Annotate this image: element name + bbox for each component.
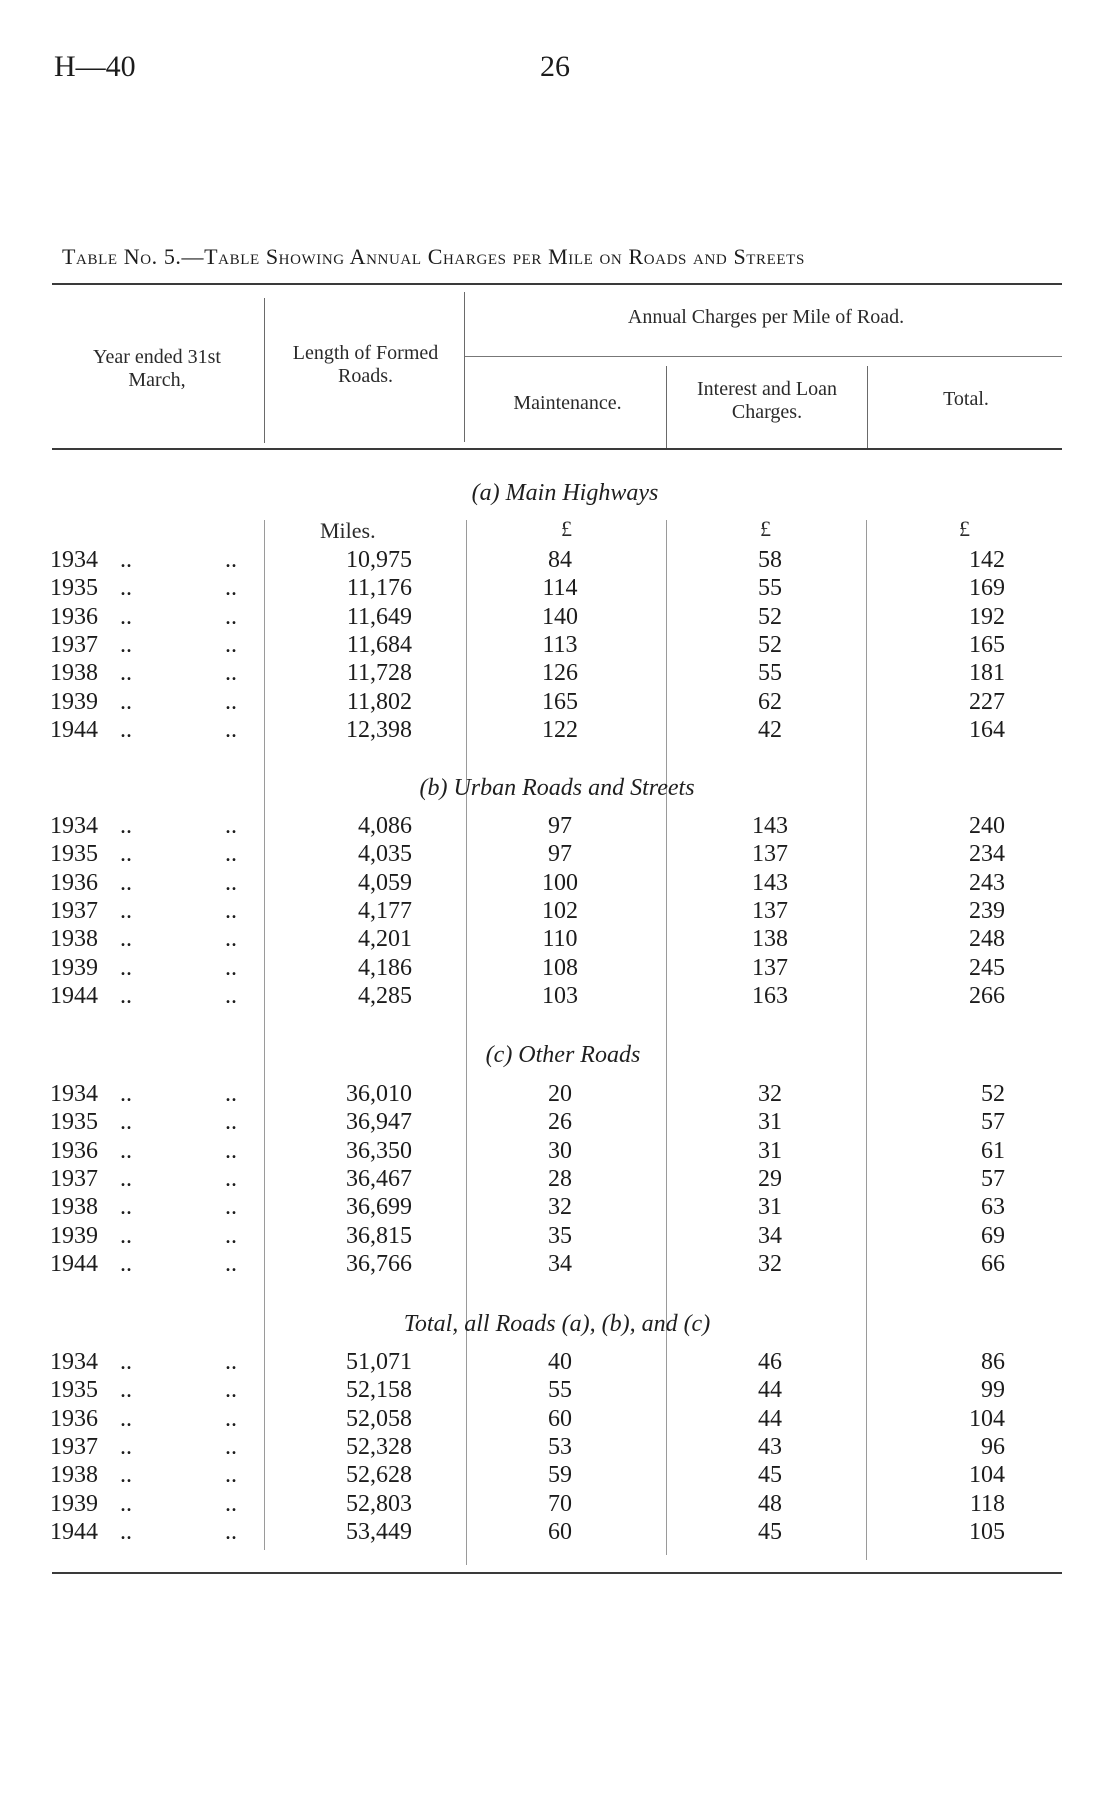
maintenance-cell: 114 [542, 575, 578, 602]
leader-dots: .. [120, 1137, 132, 1164]
year-cell: 1936 [50, 1405, 98, 1432]
total-cell: 164 [969, 716, 1005, 743]
interest-cell: 138 [752, 926, 788, 953]
total-cell: 96 [981, 1433, 1005, 1460]
interest-cell: 58 [758, 547, 782, 573]
leader-dots: .. [120, 603, 132, 630]
year-cell: 1935 [50, 841, 98, 868]
year-cell: 1939 [50, 688, 98, 715]
table-bottom-rule [52, 1572, 1062, 1574]
length-cell: 4,201 [358, 926, 412, 953]
interest-cell: 31 [758, 1137, 782, 1164]
leader-dots: .. [120, 1165, 132, 1192]
column-header-total: Total. [943, 388, 989, 410]
total-cell: 181 [969, 660, 1005, 687]
total-cell: 169 [969, 575, 1005, 602]
header-bottom-rule [52, 448, 1062, 450]
interest-cell: 137 [752, 954, 788, 981]
leader-dots: .. [120, 1194, 132, 1221]
maintenance-cell: 110 [542, 926, 578, 953]
total-cell: 234 [969, 841, 1005, 868]
header-group-rule [465, 356, 1062, 357]
year-cell: 1935 [50, 575, 98, 602]
table-row [0, 1223, 1114, 1251]
maintenance-cell: 34 [548, 1250, 572, 1277]
units-length: Miles. [320, 518, 376, 543]
table-row [0, 1349, 1114, 1377]
interest-cell: 52 [758, 631, 782, 658]
leader-dots: .. [120, 1377, 132, 1404]
header-divider-maint-interest [666, 366, 667, 448]
length-cell: 4,086 [358, 813, 412, 839]
leader-dots: .. [120, 813, 132, 839]
total-cell: 57 [981, 1109, 1005, 1136]
table-row [0, 660, 1114, 688]
leader-dots: .. [225, 1137, 237, 1164]
year-cell: 1936 [50, 869, 98, 896]
year-cell: 1936 [50, 603, 98, 630]
total-cell: 245 [969, 954, 1005, 981]
leader-dots: .. [225, 1518, 237, 1545]
year-cell: 1937 [50, 897, 98, 924]
interest-cell: 42 [758, 716, 782, 743]
length-cell: 36,815 [346, 1222, 412, 1249]
table-row [0, 1138, 1114, 1166]
table-row [0, 632, 1114, 660]
total-cell: 69 [981, 1222, 1005, 1249]
column-header-year: Year ended 31st March, [93, 346, 221, 391]
leader-dots: .. [225, 575, 237, 602]
total-cell: 243 [969, 869, 1005, 896]
maintenance-cell: 20 [548, 1081, 572, 1107]
year-cell: 1944 [50, 1518, 98, 1545]
leader-dots: .. [120, 1518, 132, 1545]
maintenance-cell: 60 [548, 1405, 572, 1432]
leader-dots: .. [225, 1194, 237, 1221]
table-row [0, 1462, 1114, 1490]
leader-dots: .. [120, 1222, 132, 1249]
total-cell: 239 [969, 897, 1005, 924]
maintenance-cell: 140 [542, 603, 578, 630]
table-row [0, 1194, 1114, 1222]
column-header-interest: Interest and Loan Charges. [697, 378, 837, 423]
header-divider-year-length [264, 298, 265, 443]
total-cell: 61 [981, 1137, 1005, 1164]
table-row [0, 1519, 1114, 1547]
table-row [0, 1434, 1114, 1462]
leader-dots: .. [120, 926, 132, 953]
year-cell: 1935 [50, 1109, 98, 1136]
length-cell: 36,010 [346, 1081, 412, 1107]
leader-dots: .. [225, 631, 237, 658]
leader-dots: .. [120, 841, 132, 868]
document-code: H—40 [54, 50, 136, 83]
leader-dots: .. [120, 1405, 132, 1432]
table-row [0, 926, 1114, 954]
maintenance-cell: 84 [548, 547, 572, 573]
table-row [0, 983, 1114, 1011]
total-cell: 142 [969, 547, 1005, 573]
length-cell: 11,728 [346, 660, 412, 687]
length-cell: 36,350 [346, 1137, 412, 1164]
section-title-urban-roads: (b) Urban Roads and Streets [419, 775, 695, 801]
interest-cell: 46 [758, 1349, 782, 1375]
table-row [0, 898, 1114, 926]
year-cell: 1938 [50, 660, 98, 687]
year-cell: 1944 [50, 1250, 98, 1277]
total-cell: 266 [969, 982, 1005, 1009]
leader-dots: .. [120, 660, 132, 687]
leader-dots: .. [120, 1462, 132, 1489]
leader-dots: .. [120, 869, 132, 896]
leader-dots: .. [225, 1462, 237, 1489]
maintenance-cell: 59 [548, 1462, 572, 1489]
length-cell: 4,035 [358, 841, 412, 868]
interest-cell: 32 [758, 1250, 782, 1277]
interest-cell: 143 [752, 813, 788, 839]
total-cell: 240 [969, 813, 1005, 839]
year-cell: 1936 [50, 1137, 98, 1164]
maintenance-cell: 28 [548, 1165, 572, 1192]
column-header-length: Length of Formed Roads. [292, 342, 439, 387]
year-cell: 1937 [50, 1165, 98, 1192]
leader-dots: .. [120, 688, 132, 715]
leader-dots: .. [225, 813, 237, 839]
maintenance-cell: 126 [542, 660, 578, 687]
total-cell: 118 [969, 1490, 1005, 1517]
units-interest: £ [760, 516, 771, 541]
table-row [0, 841, 1114, 869]
maintenance-cell: 26 [548, 1109, 572, 1136]
maintenance-cell: 97 [548, 841, 572, 868]
leader-dots: .. [120, 631, 132, 658]
page-number: 26 [540, 50, 570, 83]
leader-dots: .. [120, 1490, 132, 1517]
leader-dots: .. [120, 547, 132, 573]
interest-cell: 45 [758, 1462, 782, 1489]
total-cell: 192 [969, 603, 1005, 630]
leader-dots: .. [225, 1109, 237, 1136]
total-cell: 227 [969, 688, 1005, 715]
length-cell: 53,449 [346, 1518, 412, 1545]
leader-dots: .. [225, 1250, 237, 1277]
interest-cell: 163 [752, 982, 788, 1009]
length-cell: 52,158 [346, 1377, 412, 1404]
year-cell: 1944 [50, 982, 98, 1009]
section-title-total-all-roads: Total, all Roads (a), (b), and (c) [403, 1311, 711, 1337]
total-cell: 86 [981, 1349, 1005, 1375]
leader-dots: .. [225, 716, 237, 743]
interest-cell: 137 [752, 897, 788, 924]
year-cell: 1934 [50, 1081, 98, 1107]
maintenance-cell: 165 [542, 688, 578, 715]
interest-cell: 137 [752, 841, 788, 868]
maintenance-cell: 70 [548, 1490, 572, 1517]
leader-dots: .. [225, 547, 237, 573]
total-cell: 104 [969, 1405, 1005, 1432]
maintenance-cell: 108 [542, 954, 578, 981]
table-row [0, 1406, 1114, 1434]
leader-dots: .. [120, 716, 132, 743]
leader-dots: .. [225, 1222, 237, 1249]
length-cell: 4,177 [358, 897, 412, 924]
maintenance-cell: 40 [548, 1349, 572, 1375]
column-header-maintenance: Maintenance. [513, 392, 622, 414]
table-row [0, 1081, 1114, 1109]
total-cell: 52 [981, 1081, 1005, 1107]
year-cell: 1938 [50, 1194, 98, 1221]
length-cell: 4,186 [358, 954, 412, 981]
interest-cell: 44 [758, 1405, 782, 1432]
year-cell: 1934 [50, 813, 98, 839]
column-header-annual-charges: Annual Charges per Mile of Road. [627, 306, 905, 328]
header-divider-length-charges [464, 292, 465, 442]
interest-cell: 43 [758, 1433, 782, 1460]
interest-cell: 32 [758, 1081, 782, 1107]
maintenance-cell: 53 [548, 1433, 572, 1460]
length-cell: 11,649 [346, 603, 412, 630]
length-cell: 10,975 [346, 547, 412, 573]
year-cell: 1937 [50, 1433, 98, 1460]
leader-dots: .. [120, 1081, 132, 1107]
leader-dots: .. [225, 926, 237, 953]
length-cell: 11,176 [346, 575, 412, 602]
table-row [0, 689, 1114, 717]
table-row [0, 575, 1114, 603]
interest-cell: 48 [758, 1490, 782, 1517]
leader-dots: .. [120, 954, 132, 981]
maintenance-cell: 102 [542, 897, 578, 924]
total-cell: 57 [981, 1165, 1005, 1192]
leader-dots: .. [225, 1377, 237, 1404]
leader-dots: .. [225, 1405, 237, 1432]
maintenance-cell: 35 [548, 1222, 572, 1249]
year-cell: 1937 [50, 631, 98, 658]
leader-dots: .. [225, 1349, 237, 1375]
year-cell: 1934 [50, 1349, 98, 1375]
length-cell: 4,285 [358, 982, 412, 1009]
table-row [0, 604, 1114, 632]
total-cell: 165 [969, 631, 1005, 658]
leader-dots: .. [120, 897, 132, 924]
maintenance-cell: 122 [542, 716, 578, 743]
total-cell: 66 [981, 1250, 1005, 1277]
year-cell: 1938 [50, 926, 98, 953]
maintenance-cell: 103 [542, 982, 578, 1009]
table-row [0, 813, 1114, 841]
leader-dots: .. [120, 982, 132, 1009]
table-row [0, 717, 1114, 745]
leader-dots: .. [225, 1433, 237, 1460]
leader-dots: .. [120, 1349, 132, 1375]
total-cell: 63 [981, 1194, 1005, 1221]
leader-dots: .. [225, 982, 237, 1009]
maintenance-cell: 60 [548, 1518, 572, 1545]
table-top-rule [52, 283, 1062, 285]
table-row [0, 547, 1114, 575]
total-cell: 105 [969, 1518, 1005, 1545]
length-cell: 51,071 [346, 1349, 412, 1375]
header-divider-interest-total [867, 366, 868, 448]
interest-cell: 31 [758, 1109, 782, 1136]
year-cell: 1944 [50, 716, 98, 743]
interest-cell: 55 [758, 575, 782, 602]
table-title: Table No. 5.—Table Showing Annual Charges per Mile on Roads and Streets [62, 244, 805, 269]
length-cell: 52,058 [346, 1405, 412, 1432]
interest-cell: 34 [758, 1222, 782, 1249]
length-cell: 36,467 [346, 1165, 412, 1192]
length-cell: 52,328 [346, 1433, 412, 1460]
leader-dots: .. [225, 1165, 237, 1192]
units-total: £ [959, 516, 970, 541]
table-row [0, 1491, 1114, 1519]
year-cell: 1939 [50, 1490, 98, 1517]
leader-dots: .. [120, 1250, 132, 1277]
length-cell: 52,628 [346, 1462, 412, 1489]
table-row [0, 955, 1114, 983]
leader-dots: .. [120, 1433, 132, 1460]
table-row [0, 1377, 1114, 1405]
year-cell: 1939 [50, 954, 98, 981]
year-cell: 1938 [50, 1462, 98, 1489]
interest-cell: 55 [758, 660, 782, 687]
interest-cell: 29 [758, 1165, 782, 1192]
length-cell: 11,802 [346, 688, 412, 715]
leader-dots: .. [225, 1490, 237, 1517]
length-cell: 36,766 [346, 1250, 412, 1277]
table-row [0, 1251, 1114, 1279]
leader-dots: .. [225, 660, 237, 687]
table-row [0, 870, 1114, 898]
table-row [0, 1166, 1114, 1194]
leader-dots: .. [225, 603, 237, 630]
length-cell: 52,803 [346, 1490, 412, 1517]
interest-cell: 45 [758, 1518, 782, 1545]
total-cell: 99 [981, 1377, 1005, 1404]
section-title-other-roads: (c) Other Roads [485, 1042, 641, 1068]
leader-dots: .. [225, 1081, 237, 1107]
maintenance-cell: 113 [542, 631, 578, 658]
interest-cell: 44 [758, 1377, 782, 1404]
total-cell: 104 [969, 1462, 1005, 1489]
length-cell: 36,947 [346, 1109, 412, 1136]
leader-dots: .. [225, 897, 237, 924]
leader-dots: .. [225, 954, 237, 981]
section-title-main-highways: (a) Main Highways [471, 480, 659, 506]
interest-cell: 143 [752, 869, 788, 896]
leader-dots: .. [120, 575, 132, 602]
year-cell: 1939 [50, 1222, 98, 1249]
length-cell: 4,059 [358, 869, 412, 896]
interest-cell: 52 [758, 603, 782, 630]
length-cell: 36,699 [346, 1194, 412, 1221]
maintenance-cell: 97 [548, 813, 572, 839]
table-row [0, 1109, 1114, 1137]
units-maintenance: £ [561, 516, 572, 541]
length-cell: 11,684 [346, 631, 412, 658]
leader-dots: .. [225, 869, 237, 896]
interest-cell: 31 [758, 1194, 782, 1221]
interest-cell: 62 [758, 688, 782, 715]
leader-dots: .. [225, 688, 237, 715]
leader-dots: .. [120, 1109, 132, 1136]
maintenance-cell: 100 [542, 869, 578, 896]
leader-dots: .. [225, 841, 237, 868]
total-cell: 248 [969, 926, 1005, 953]
year-cell: 1935 [50, 1377, 98, 1404]
length-cell: 12,398 [346, 716, 412, 743]
year-cell: 1934 [50, 547, 98, 573]
maintenance-cell: 55 [548, 1377, 572, 1404]
maintenance-cell: 30 [548, 1137, 572, 1164]
maintenance-cell: 32 [548, 1194, 572, 1221]
